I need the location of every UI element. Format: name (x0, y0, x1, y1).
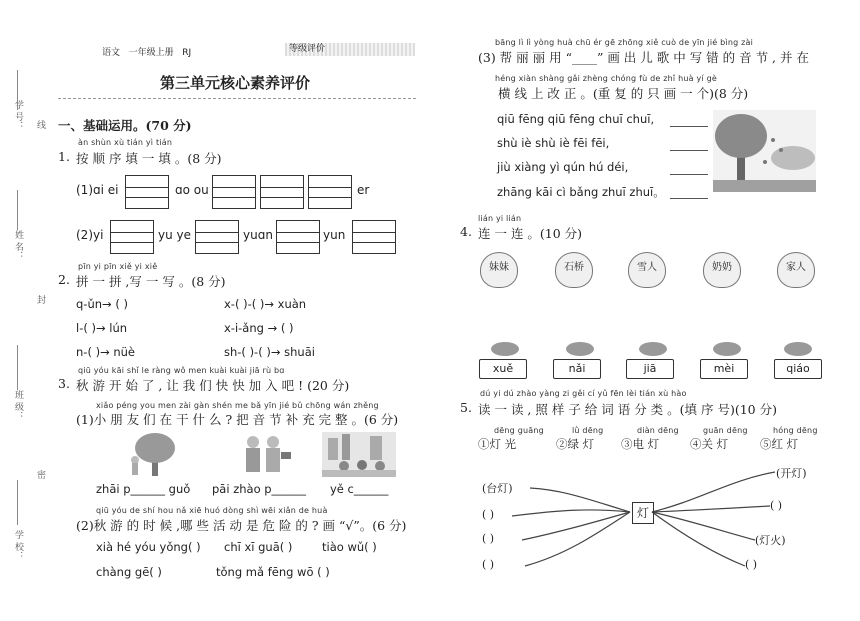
option-pinyin: lǜ dēng (572, 426, 604, 435)
q5-number: 5. (460, 400, 472, 415)
q3-sub2-text: (2)秋 游 的 时 候 ,哪 些 活 动 是 危 险 的 ? 画 “√”。(6 分) (76, 518, 407, 533)
center-word: 灯 (632, 502, 654, 524)
option-word: ④关 灯 (690, 437, 729, 451)
option-word: ⑤红 灯 (760, 437, 799, 451)
subject-label: 语文 (102, 48, 121, 58)
q2-number: 2. (58, 272, 70, 287)
q3c-pinyin-2: héng xiàn shàng gǎi zhèng chóng fù de zhǐ huà yí gè (495, 74, 717, 83)
school-label: 学 校： (13, 530, 23, 560)
seal-line (17, 70, 18, 110)
activity-item[interactable]: tiào wǔ( ) (322, 540, 377, 554)
q4-number: 4. (460, 224, 472, 239)
q2-pinyin: pīn yi pīn xiě yi xiě (78, 262, 158, 271)
q2-item[interactable]: x-i-ǎng → ( ) (224, 321, 294, 335)
activity-item[interactable]: chàng gē( ) (96, 565, 162, 579)
q3-word[interactable]: zhāi p______ guǒ (96, 482, 191, 496)
header-meta (102, 45, 191, 58)
pinyin-box[interactable] (308, 175, 352, 209)
grade-tag: 等级评价 (285, 43, 415, 56)
pinyin-card[interactable]: jiā (626, 359, 674, 379)
seat-label: 学 号： (13, 100, 23, 130)
activity-item[interactable]: chī xī guā( ) (224, 540, 293, 554)
q2-item[interactable]: q-ǔn→ ( ) (76, 297, 128, 311)
q1-row2-a: yu ye (158, 228, 192, 242)
q1-row1-mid: ɑo ou (175, 183, 209, 197)
seal-mark: 密 (35, 470, 45, 479)
q5-text: 读 一 读 , 照 样 子 给 词 语 分 类 。(填 序 号)(10 分) (478, 402, 777, 417)
q1-row2-lead: (2)yi (76, 228, 104, 242)
right-slot[interactable]: ( ) (745, 558, 758, 571)
correction-blank[interactable] (670, 150, 708, 151)
autumn-tree-picture (713, 110, 816, 192)
pinyin-box[interactable] (260, 175, 304, 209)
q4-text: 连 一 连 。(10 分) (478, 226, 583, 241)
grade-label: 一年级上册 (128, 48, 174, 58)
song-line[interactable]: shù iè shù iè fēi fēi, (497, 136, 610, 150)
left-slot[interactable]: ( ) (482, 508, 495, 521)
apple-word[interactable]: 雪人 (628, 252, 666, 288)
q2-item[interactable]: x-( )-( )→ xuàn (224, 297, 307, 311)
leaf-decorations (480, 338, 820, 360)
edition-label: RJ (182, 48, 192, 58)
q1-pinyin: àn shùn xù tián yì tián (78, 138, 173, 147)
correction-blank[interactable] (670, 198, 708, 199)
seal-mark: 线 (35, 120, 45, 129)
apple-word[interactable]: 石桥 (555, 252, 593, 288)
song-line[interactable]: zhāng kāi cì bǎng zhuī zhuī。 (497, 185, 665, 199)
q2-item[interactable]: sh-( )-( )→ shuāi (224, 345, 315, 359)
pinyin-card[interactable]: qiáo (774, 359, 822, 379)
pinyin-box[interactable] (276, 220, 320, 254)
left-slot[interactable]: (台灯) (482, 482, 513, 495)
q3c-line-1: (3) 帮 丽 丽 用 “____” 画 出 儿 歌 中 写 错 的 音 节 , 并 在 (478, 50, 809, 65)
q2-item[interactable]: n-( )→ nüè (76, 345, 136, 359)
q1-row1-end: er (357, 183, 370, 197)
picking-fruit-picture (122, 432, 182, 477)
q1-text: 按 顺 序 填 一 填 。(8 分) (76, 151, 222, 166)
q5-pinyin: dú yi dú zhào yàng zi gěi cí yǔ fēn lèi tián xù hào (480, 389, 687, 398)
q1-row2-c: yun (323, 228, 346, 242)
q1-number: 1. (58, 149, 70, 164)
activity-item[interactable]: tǒng mǎ fēng wō ( ) (216, 565, 330, 579)
q4-pinyin: lián yi lián (478, 214, 522, 223)
binding-strip (0, 60, 45, 620)
q3c-pinyin-1: bāng lì lì yòng huà chū ér gē zhōng xiě cuò de yīn jié bìng zài (495, 38, 754, 47)
correction-blank[interactable] (670, 174, 708, 175)
song-line[interactable]: jiù xiàng yì qún hú déi, (497, 160, 629, 174)
pinyin-card[interactable]: mèi (700, 359, 748, 379)
seal-mark: 封 (35, 295, 45, 304)
pinyin-box[interactable] (110, 220, 154, 254)
apple-word[interactable]: 家人 (777, 252, 815, 288)
activity-item[interactable]: xià hé yóu yǒng( ) (96, 540, 201, 554)
q1-row1-lead: (1)ɑi ei (76, 183, 119, 197)
q3-sub1-text: (1)小 朋 友 们 在 干 什 么 ? 把 音 节 补 充 完 整 。(6 分) (76, 412, 399, 427)
q3c-line-2: 横 线 上 改 正 。(重 复 的 只 画 一 个)(8 分) (498, 86, 749, 101)
q3-text: 秋 游 开 始 了 , 让 我 们 快 快 加 入 吧 ! (20 分) (76, 378, 350, 393)
option-pinyin: hóng dēng (773, 426, 818, 435)
pinyin-box[interactable] (125, 175, 169, 209)
right-slot[interactable]: (开灯) (776, 467, 807, 480)
q3-sub1-pinyin: xiǎo péng you men zài gàn shén me bǎ yīn jié bǔ chōng wán zhěng (96, 401, 379, 410)
q3-number: 3. (58, 376, 70, 391)
section-title: 一、基础运用。(70 分) (58, 118, 192, 133)
q2-text: 拼 一 拼 ,写 一 写 。(8 分) (76, 274, 226, 289)
option-pinyin: guān dēng (703, 426, 748, 435)
seal-line (17, 190, 18, 230)
picnic-picture (322, 432, 396, 477)
seal-line (17, 480, 18, 525)
left-slot[interactable]: ( ) (482, 532, 495, 545)
q3-word[interactable]: yě c______ (330, 482, 389, 496)
taking-photo-picture (235, 432, 295, 477)
seal-line (17, 345, 18, 390)
class-label: 班 级： (13, 390, 23, 420)
pinyin-card[interactable]: nǎi (553, 359, 601, 379)
pinyin-box[interactable] (212, 175, 256, 209)
song-line[interactable]: qiū fēng qiū fēng chuī chuī, (497, 112, 655, 126)
q1-row2-b: yuɑn (243, 228, 273, 242)
apple-word[interactable]: 妹妹 (480, 252, 518, 288)
left-slot[interactable]: ( ) (482, 558, 495, 571)
title-divider (58, 98, 416, 99)
right-slot[interactable]: ( ) (770, 499, 783, 512)
name-label: 姓 名： (13, 230, 23, 260)
q2-item[interactable]: l-( )→ lún (76, 321, 128, 335)
right-slot[interactable]: (灯火) (755, 534, 786, 547)
pinyin-box[interactable] (352, 220, 396, 254)
q3-sub2-pinyin: qiū yóu de shí hou nǎ xiē huó dòng shì wēi xiǎn de huà (96, 506, 328, 515)
option-pinyin: diàn dēng (637, 426, 679, 435)
correction-blank[interactable] (670, 126, 708, 127)
pinyin-box[interactable] (195, 220, 239, 254)
option-word: ①灯 光 (478, 437, 517, 451)
q3-pinyin: qiū yóu kāi shǐ le ràng wǒ men kuài kuài jiā rù bɑ (78, 366, 285, 375)
option-pinyin: dēng guāng (494, 426, 544, 435)
q3-word[interactable]: pāi zhào p______ (212, 482, 307, 496)
pinyin-card[interactable]: xuě (479, 359, 527, 379)
page-title: 第三单元核心素养评价 (160, 74, 311, 92)
apple-word[interactable]: 奶奶 (703, 252, 741, 288)
option-word: ②绿 灯 (556, 437, 595, 451)
option-word: ③电 灯 (621, 437, 660, 451)
